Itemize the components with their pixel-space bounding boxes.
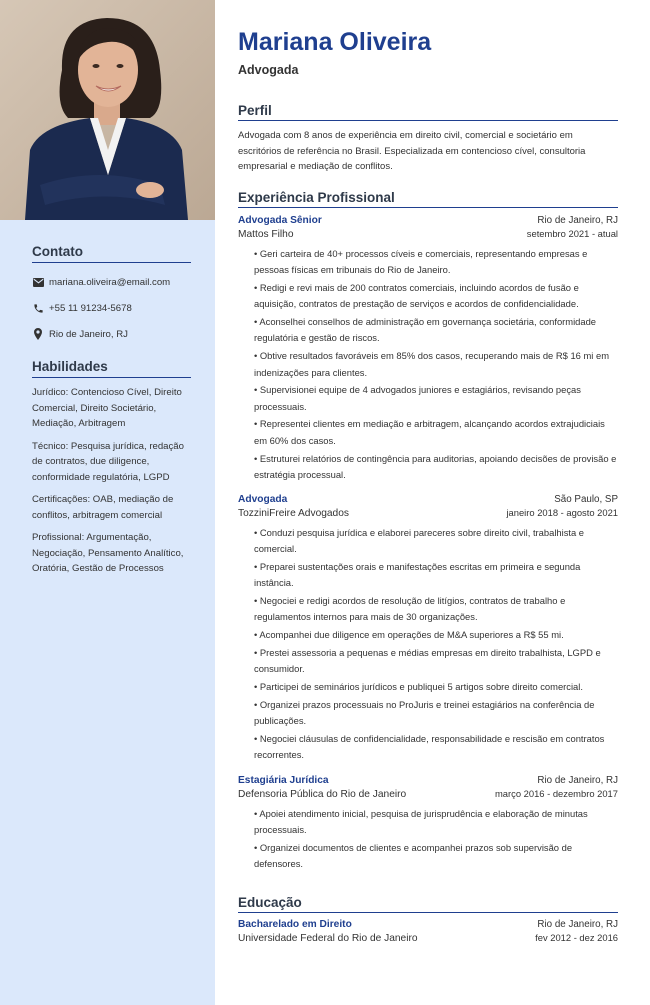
job-company: Defensoria Pública do Rio de Janeiro xyxy=(238,789,407,800)
job-bullet: • Apoiei atendimento inicial, pesquisa de jurisprudência e elaboração de minutas processuais. xyxy=(254,806,618,839)
education-school: Universidade Federal do Rio de Janeiro xyxy=(238,933,418,944)
education-title: Educação xyxy=(238,895,618,913)
candidate-name: Mariana Oliveira xyxy=(238,28,432,56)
location-icon xyxy=(32,328,44,340)
sidebar xyxy=(0,0,215,1005)
skills-title: Habilidades xyxy=(32,359,191,378)
job-dates: setembro 2021 - atual xyxy=(526,228,618,239)
contact-email-text: mariana.oliveira@email.com xyxy=(49,276,171,288)
job-bullet: • Negociei cláusulas de confidencialidade, responsabilidade e rescisão em contratos recorrentes. xyxy=(254,731,618,764)
job-title: Estagiária Jurídica xyxy=(238,775,329,786)
job-location: Rio de Janeiro, RJ xyxy=(537,215,618,226)
education-location: Rio de Janeiro, RJ xyxy=(537,919,618,930)
contact-title: Contato xyxy=(32,244,191,263)
phone-icon xyxy=(32,302,44,314)
education-dates: fev 2012 - dez 2016 xyxy=(535,932,618,943)
job-bullet: • Representei clientes em mediação e arbitragem, alcançando acordos extrajudiciais em 60% dos casos. xyxy=(254,416,618,449)
job-bullet: • Prestei assessoria a pequenas e médias empresas em direito trabalhista, LGPD e consumidor. xyxy=(254,645,618,678)
job-bullet: • Obtive resultados favoráveis em 85% dos casos, recuperando mais de R$ 16 mi em indenizações para clientes. xyxy=(254,348,618,381)
skill-professional: Profissional: Argumentação, Negociação, Pensamento Analítico, Oratória, Gestão de Processos xyxy=(32,532,184,574)
profile-photo xyxy=(0,0,215,220)
job-bullet: • Supervisionei equipe de 4 advogados juniores e estagiários, revisando peças processuais. xyxy=(254,382,618,415)
job-bullet: • Organizei prazos processuais no ProJuris e treinei estagiários na conferência de publicações. xyxy=(254,697,618,730)
experience-title: Experiência Profissional xyxy=(238,190,618,208)
contact-section xyxy=(32,244,191,347)
education-degree: Bacharelado em Direito xyxy=(238,919,352,930)
job-bullet: • Organizei documentos de clientes e acompanhei prazos sob supervisão de defensores. xyxy=(254,840,618,873)
profile-title: Perfil xyxy=(238,103,618,121)
contact-location-text: Rio de Janeiro, RJ xyxy=(49,328,128,340)
job-bullet: • Preparei sustentações orais e manifestações escritas em primeira e segunda instância. xyxy=(254,559,618,592)
job-entry xyxy=(238,494,618,765)
job-title: Advogada Sênior xyxy=(238,215,322,226)
job-bullet: • Estruturei relatórios de contingência para auditorias, apoiando decisões de provisão e estratégia processual. xyxy=(254,451,618,484)
job-dates: janeiro 2018 - agosto 2021 xyxy=(506,507,618,518)
education-entry xyxy=(238,919,618,944)
contact-phone-text: +55 11 91234-5678 xyxy=(49,302,132,314)
email-icon xyxy=(32,276,44,288)
job-bullets xyxy=(238,806,618,873)
job-bullet: • Redigi e revi mais de 200 contratos comerciais, incluindo acordos de fusão e aquisição, contratos de prestação de serviços e acordos de confidencialidade. xyxy=(254,280,618,313)
skills-section xyxy=(32,359,191,577)
job-company: TozziniFreire Advogados xyxy=(238,508,349,519)
contact-location xyxy=(32,321,191,347)
job-bullets xyxy=(238,525,618,764)
skill-legal: Jurídico: Contencioso Cível, Direito Comercial, Direito Societário, Mediação, Arbitragem xyxy=(32,387,182,429)
job-bullet: • Acompanhei due diligence em operações de M&A superiores a R$ 55 mi. xyxy=(254,627,618,643)
profile-text: Advogada com 8 anos de experiência em direito civil, comercial e societário em escritórios de referência no Brasil. Especializada em contencioso cível, consultoria empresarial e mediação de conflitos. xyxy=(238,130,586,172)
candidate-role: Advogada xyxy=(238,63,299,77)
job-bullet: • Geri carteira de 40+ processos cíveis e comerciais, representando empresas e pessoas físicas em tribunais do Rio de Janeiro. xyxy=(254,246,618,279)
job-bullet: • Participei de seminários jurídicos e publiquei 5 artigos sobre direito comercial. xyxy=(254,679,618,695)
contact-phone[interactable] xyxy=(32,295,191,321)
job-location: Rio de Janeiro, RJ xyxy=(537,775,618,786)
job-title: Advogada xyxy=(238,494,288,505)
job-location: São Paulo, SP xyxy=(554,494,618,505)
skill-technical: Técnico: Pesquisa jurídica, redação de contratos, due diligence, conformidade regulatória, LGPD xyxy=(32,440,184,483)
job-company: Mattos Filho xyxy=(238,229,294,240)
job-entry xyxy=(238,775,618,874)
skill-certifications: Certificações: OAB, mediação de conflitos, arbitragem comercial xyxy=(32,494,174,521)
job-bullet: • Aconselhei conselhos de administração em governança societária, conformidade regulatória e gestão de riscos. xyxy=(254,314,618,347)
job-entry xyxy=(238,215,618,485)
job-bullets xyxy=(238,246,618,483)
job-bullet: • Negociei e redigi acordos de resolução de litígios, contratos de trabalho e regulamentos internos para mais de 30 organizações. xyxy=(254,593,618,626)
job-bullet: • Conduzi pesquisa jurídica e elaborei pareceres sobre direito civil, trabalhista e comercial. xyxy=(254,525,618,558)
job-dates: março 2016 - dezembro 2017 xyxy=(495,788,618,799)
contact-email[interactable] xyxy=(32,269,191,295)
